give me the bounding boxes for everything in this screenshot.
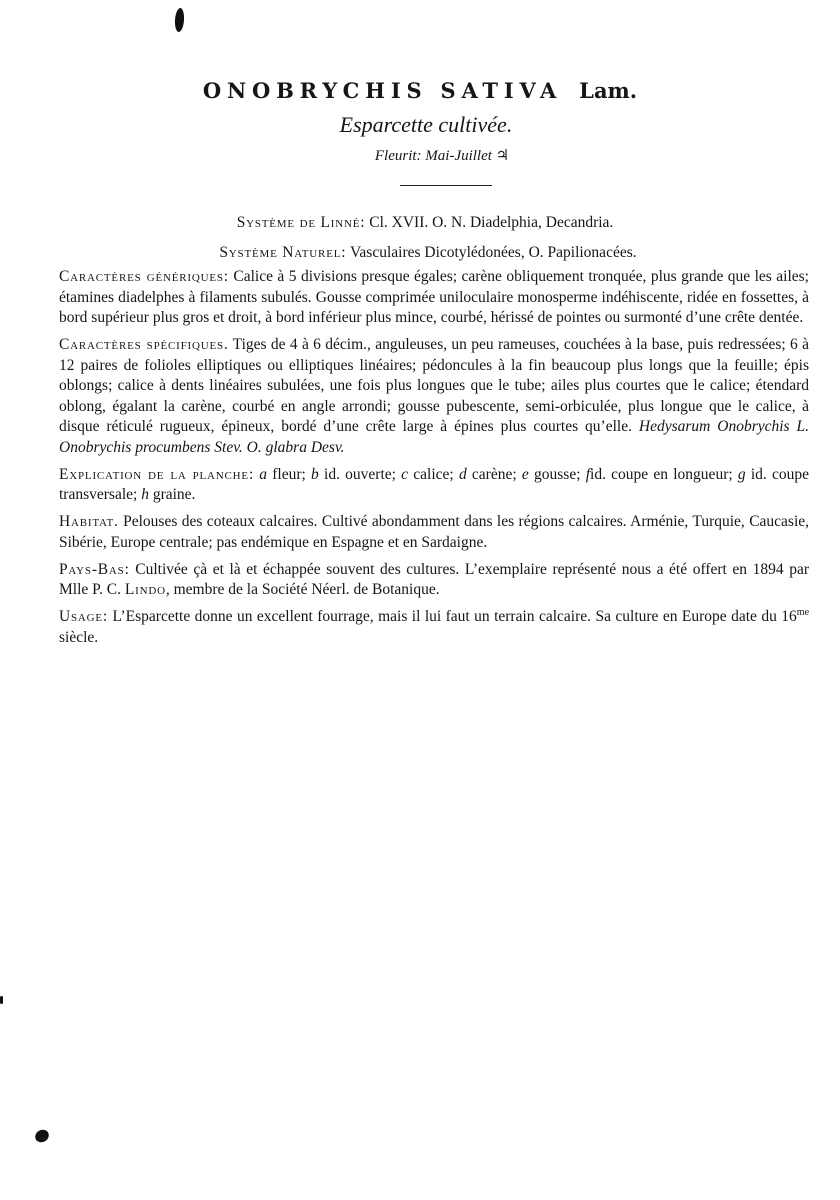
plate-legend-letter: c xyxy=(401,465,409,483)
plate-legend-text: fleur; xyxy=(272,465,306,483)
explication-label: Explication de la planche: xyxy=(59,465,255,483)
plate-legend-item xyxy=(586,466,733,483)
ink-spot-top xyxy=(174,8,185,33)
plate-legend-letter: d xyxy=(458,465,467,483)
caracteres-specifiques-label: Caractères spécifiques. xyxy=(59,336,229,353)
caracteres-generiques-label: Caractères génériques: xyxy=(59,268,229,285)
donor-name: Lindo xyxy=(124,581,166,598)
caracteres-specifiques-text: Tiges de 4 à 6 décim., anguleuses, un peu rameuses, couchées à la base, puis redressées; 6 à 12 paires de folioles elliptiques ou elliptiques linéaires; pédoncules à la fin beaucoup plus longs que la feuille; épis oblongs; calice à dents linéaires subulées, une fois plus longues que le tube; ailes plus courtes que le calice; étendard oblong, égalant la carène, courbé en angle arrondi; gousse pubescente, semi-orbiculée, plus longue que le calice, à disque réticulé rugueux, épineux, bordé d’une crête large à épines plus courtes qu’elle. xyxy=(59,336,809,435)
flowering-period: Fleurit: Mai-Juillet ♃ xyxy=(374,148,510,164)
plate-legend-letter: g xyxy=(737,465,746,483)
plate-legend-item xyxy=(522,466,581,483)
caracteres-specifiques-paragraph xyxy=(59,335,809,458)
plate-legend-item xyxy=(401,466,454,483)
plate-legend-item xyxy=(459,466,517,483)
pays-bas-paragraph xyxy=(59,560,809,601)
systeme-naturel-label: Système Naturel: xyxy=(219,244,347,261)
plate-legend-letter: a xyxy=(259,465,268,483)
century-superscript: me xyxy=(796,606,810,618)
habitat-label: Habitat. xyxy=(59,513,119,530)
plate-legend-letter: e xyxy=(521,465,529,483)
plate-legend-letter: f xyxy=(585,465,591,483)
systeme-linne-text: Cl. XVII. O. N. Diadelphia, Decandria. xyxy=(369,214,614,231)
plate-legend-item xyxy=(259,466,306,483)
species-name: ONOBRYCHIS SATIVA xyxy=(202,78,563,103)
explication-paragraph xyxy=(59,465,809,506)
systeme-naturel-line xyxy=(8,242,840,264)
systeme-naturel-text: Vasculaires Dicotylédonées, O. Papilionacées. xyxy=(349,244,637,261)
systeme-linne-label: Système de Linné: xyxy=(236,214,366,231)
ink-mark-edge xyxy=(0,996,3,1004)
usage-paragraph xyxy=(59,607,809,648)
habitat-paragraph xyxy=(59,512,809,553)
usage-text-end: siècle. xyxy=(59,628,99,646)
description-body xyxy=(59,267,809,655)
plate-legend-text: id. coupe transversale; xyxy=(59,465,810,503)
plate-legend-text: carène; xyxy=(471,465,517,483)
plate-legend-letter: h xyxy=(141,486,149,503)
usage-label: Usage: xyxy=(59,608,109,625)
habitat-text: Pelouses des coteaux calcaires. Cultivé abondamment dans les régions calcaires. Arménie, Turquie, Caucasie, Sibérie, Europe centrale; pas endémique en Espagne et en Sardaigne. xyxy=(59,513,810,551)
systeme-linne-line xyxy=(5,212,840,234)
plate-legend-item xyxy=(141,486,195,503)
plate-legend-text: gousse; xyxy=(534,465,581,483)
species-author: Lam. xyxy=(579,78,638,103)
caracteres-generiques-paragraph xyxy=(59,267,809,329)
pays-bas-label: Pays-Bas: xyxy=(59,560,130,578)
plate-legend-letter: b xyxy=(311,465,319,483)
pays-bas-text-end: , membre de la Société Néerl. de Botanique. xyxy=(165,581,440,598)
common-name: Esparcette cultivée. xyxy=(339,112,513,137)
species-title xyxy=(0,76,840,106)
pays-bas-text: Cultivée çà et là et échappée souvent des cultures. L’exemplaire représenté nous a été offert en 1894 par Mlle P. C. xyxy=(59,560,810,598)
synonyms: Hedysarum Onobrychis L. Onobrychis procumbens Stev. O. glabra Desv. xyxy=(59,418,809,456)
plate-legend-text: id. coupe en longueur; xyxy=(590,465,733,483)
plate-legend-text: calice; xyxy=(413,465,454,483)
usage-text: L’Esparcette donne un excellent fourrage, mais il lui faut un terrain calcaire. Sa culture en Europe date du 16 xyxy=(112,608,797,625)
plate-legend-text: graine. xyxy=(152,486,196,503)
species-header xyxy=(0,76,840,186)
plate-legend-text: id. ouverte; xyxy=(324,465,396,483)
plate-legend-item xyxy=(311,466,396,483)
header-divider xyxy=(400,185,492,186)
ink-spot-bottom xyxy=(33,1127,51,1144)
caracteres-generiques-text: Calice à 5 divisions presque égales; carène obliquement tronquée, plus grande que les ailes; étamines diadelphes à filaments subulés. Gousse comprimée uniloculaire monosperme indéhiscente, ridée en fossettes, à bord supérieur plus gros et droit, à bord inférieur plus mince, courbé, hérissé de pointes ou surmonté d’une crête dentée. xyxy=(59,268,809,326)
